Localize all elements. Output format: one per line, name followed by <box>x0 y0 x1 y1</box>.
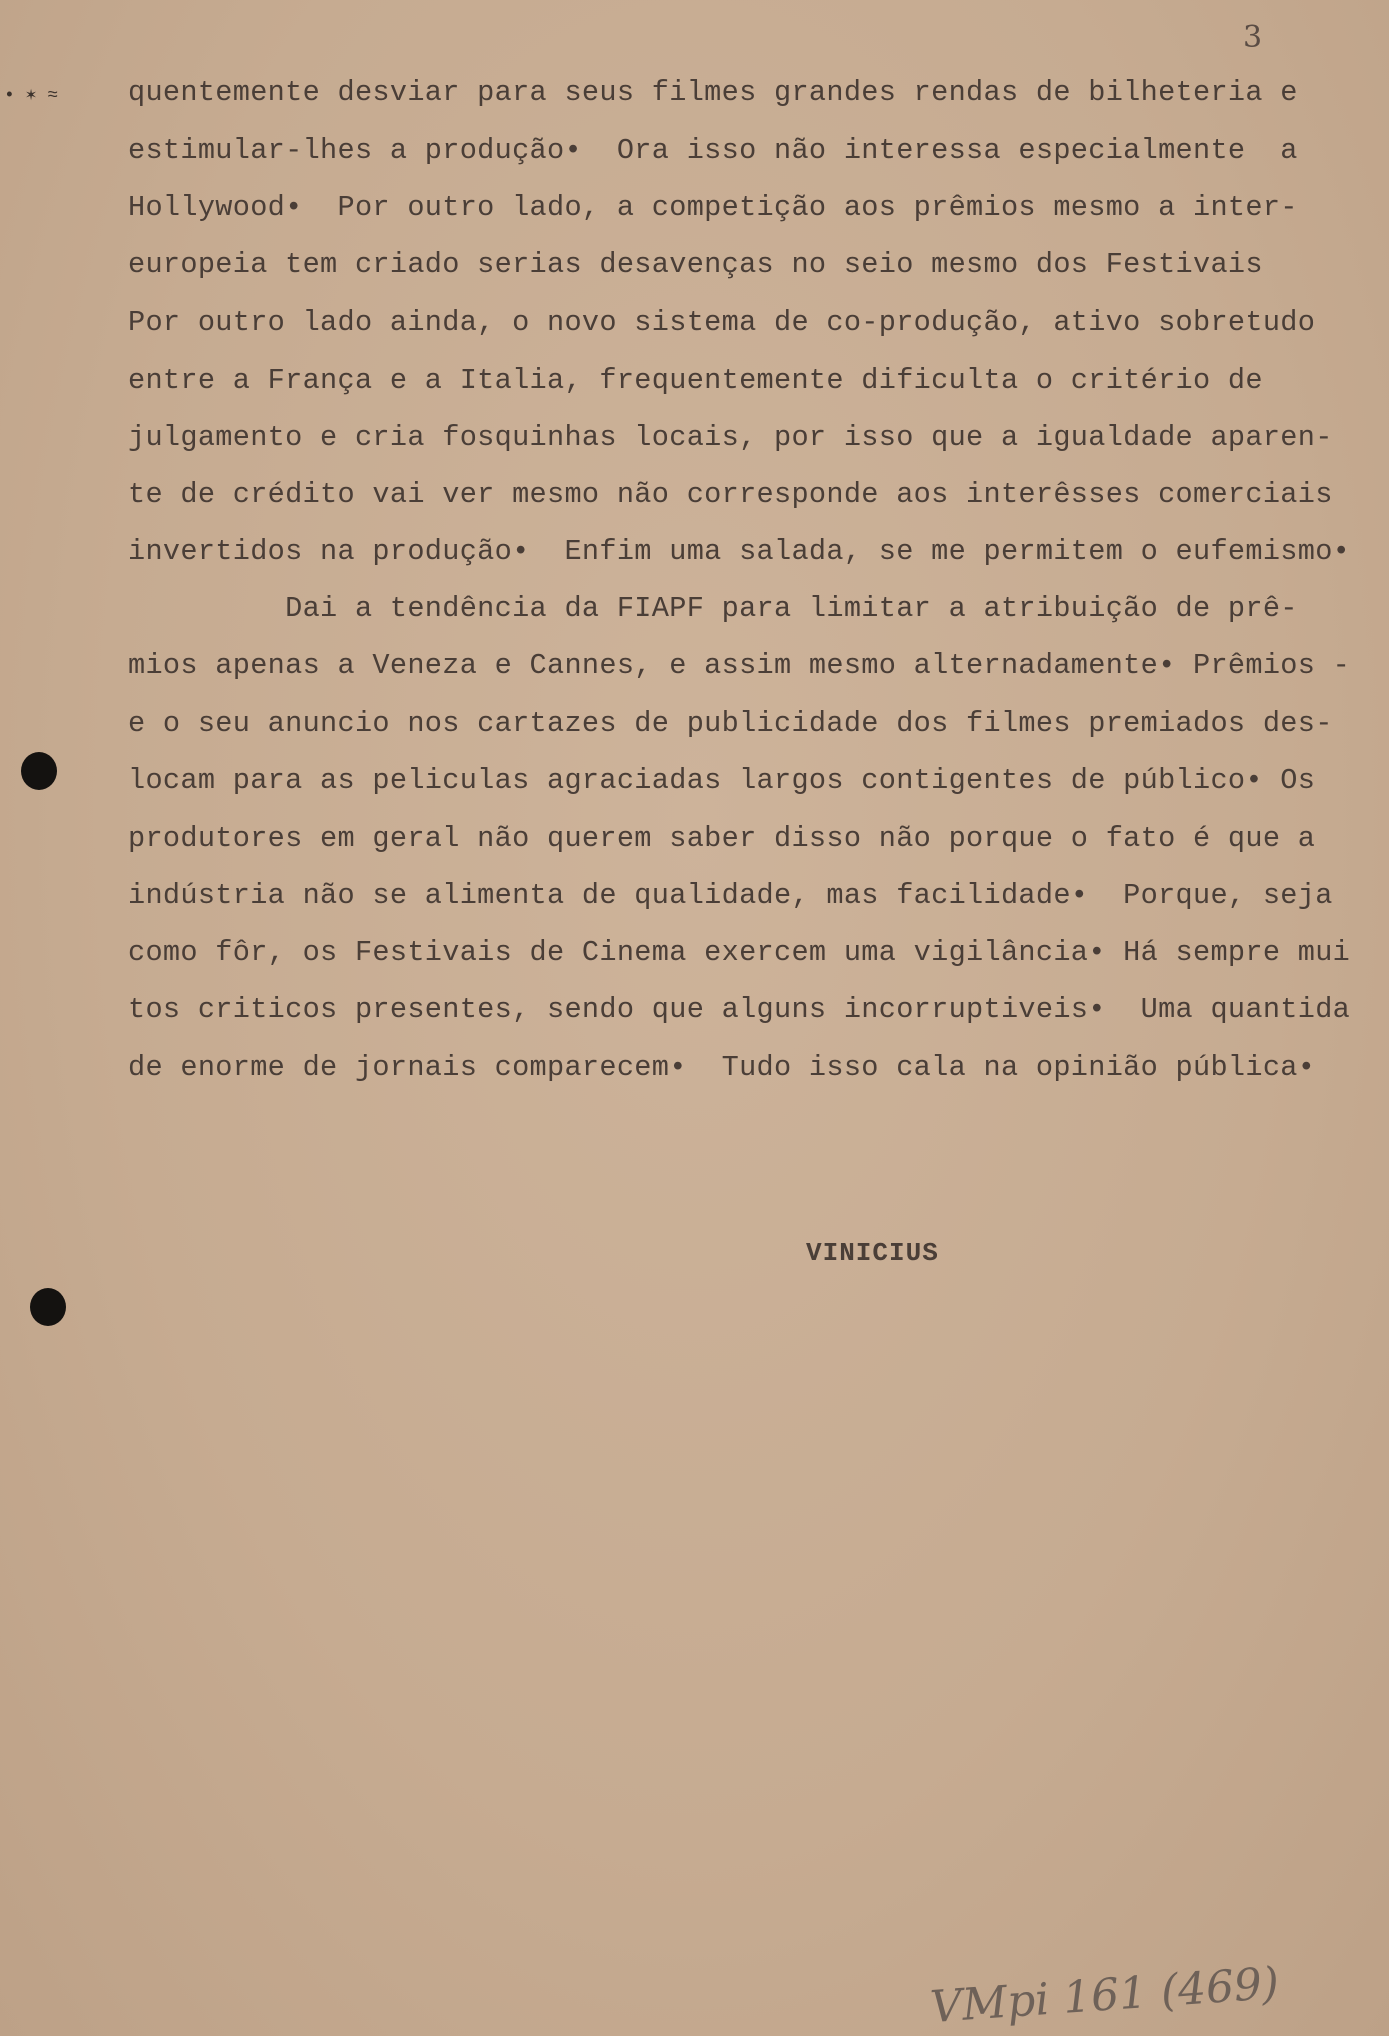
text-line: de enorme de jornais comparecem• Tudo isso cala na opinião pública• <box>128 1051 1316 1084</box>
text-line: indústria não se alimenta de qualidade, mas facilidade• Porque, seja <box>128 879 1333 912</box>
text-line: Por outro lado ainda, o novo sistema de co-produção, ativo sobretudo <box>128 306 1316 339</box>
text-line: te de crédito vai ver mesmo não corresponde aos interêsses comerciais <box>128 478 1333 511</box>
handwritten-note: VMpi 161 (469) <box>928 1957 1281 2034</box>
text-line: locam para as peliculas agraciadas largos contigentes de público• Os <box>128 764 1316 797</box>
text-line: produtores em geral não querem saber disso não porque o fato é que a <box>128 822 1316 855</box>
text-line: e o seu anuncio nos cartazes de publicidade dos filmes premiados des- <box>128 707 1333 740</box>
text-line: invertidos na produção• Enfim uma salada, se me permitem o eufemismo• <box>128 535 1351 568</box>
text-line: quentemente desviar para seus filmes grandes rendas de bilheteria e <box>128 76 1298 109</box>
text-line: tos criticos presentes, sendo que alguns incorruptiveis• Uma quantida <box>128 993 1351 1026</box>
text-line: europeia tem criado serias desavenças no seio mesmo dos Festivais <box>128 248 1263 281</box>
text-line: como fôr, os Festivais de Cinema exercem uma vigilância• Há sempre mui <box>128 936 1351 969</box>
text-line: mios apenas a Veneza e Cannes, e assim mesmo alternadamente• Prêmios - <box>128 649 1351 682</box>
text-line: entre a França e a Italia, frequentemente dificulta o critério de <box>128 364 1263 397</box>
punch-hole <box>21 752 57 790</box>
punch-hole <box>30 1288 66 1326</box>
page-number: 3 <box>1243 20 1263 55</box>
margin-mark: • ✶ ≈ <box>4 86 59 106</box>
text-line: Hollywood• Por outro lado, a competição aos prêmios mesmo a inter- <box>128 191 1298 224</box>
text-line: julgamento e cria fosquinhas locais, por isso que a igualdade aparen- <box>128 421 1333 454</box>
text-line: Dai a tendência da FIAPF para limitar a atribuição de prê- <box>128 592 1298 625</box>
text-line: estimular-lhes a produção• Ora isso não interessa especialmente a <box>128 134 1298 167</box>
signature: VINICIUS <box>806 1238 939 1268</box>
